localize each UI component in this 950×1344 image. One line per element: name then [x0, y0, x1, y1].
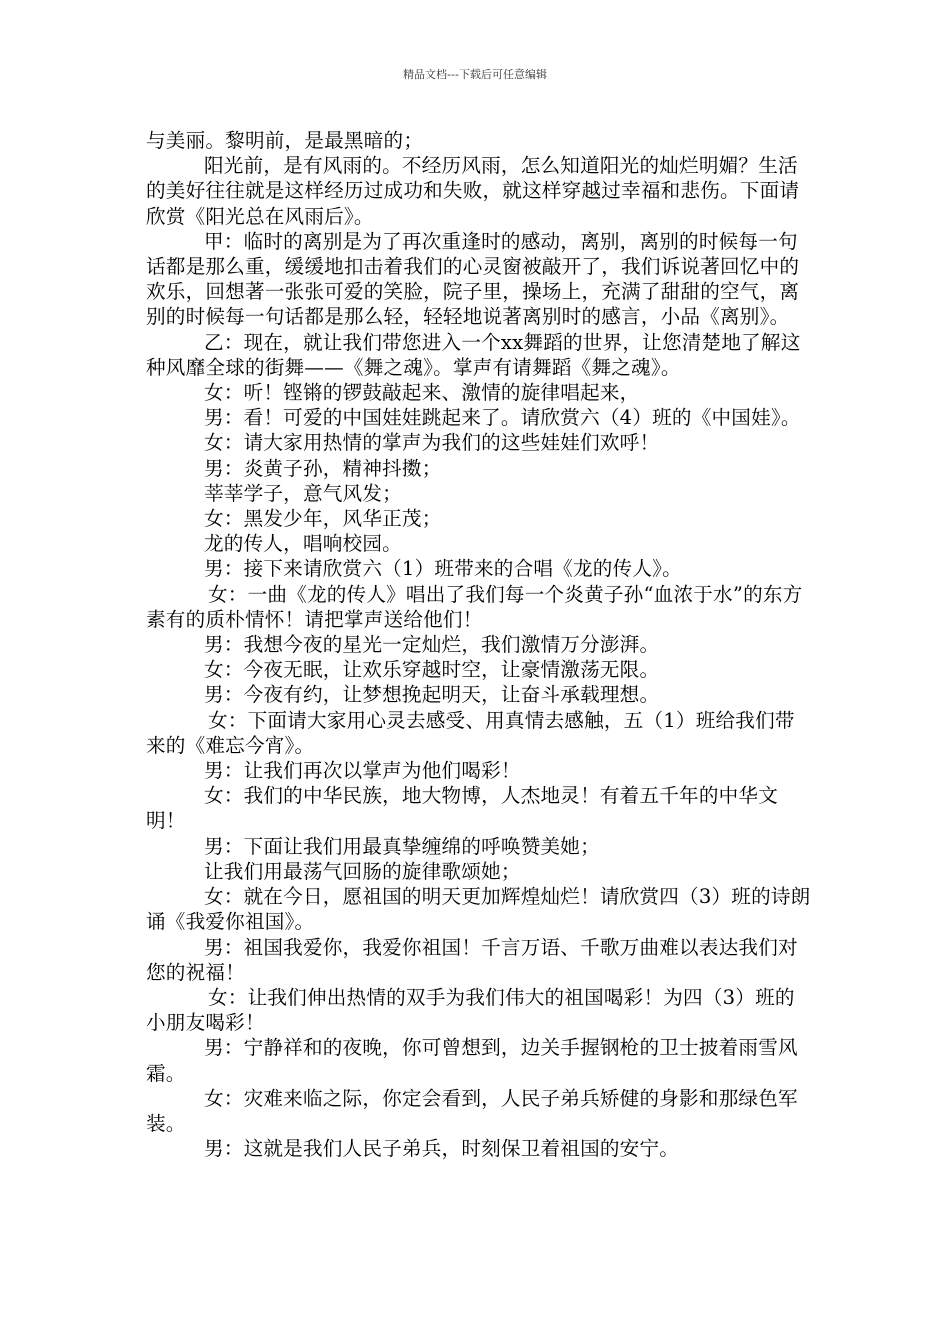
paragraph: 男：宁静祥和的夜晚，你可曾想到，边关手握钢枪的卫士披着雨雪风霜。 — [146, 1036, 798, 1085]
paragraph: 男：炎黄子孙，精神抖擞； — [204, 456, 442, 480]
paragraph: 女：请大家用热情的掌声为我们的这些娃娃们欢呼！ — [204, 431, 660, 455]
paragraph: 阳光前，是有风雨的。不经历风雨，怎么知道阳光的灿烂明媚？生活的美好往往就是这样经历过成功和失败，就这样穿越过幸福和悲伤。下面请欣赏《阳光总在风雨后》。 — [146, 154, 800, 228]
paragraph: 女：今夜无眠，让欢乐穿越时空，让豪情激荡无限。 — [204, 658, 660, 682]
paragraph: 莘莘学子，意气风发； — [204, 481, 402, 505]
paragraph: 女：灾难来临之际，你定会看到，人民子弟兵矫健的身影和那绿色军装。 — [146, 1086, 798, 1135]
paragraph: 乙：现在，就让我们带您进入一个xx舞蹈的世界，让您清楚地了解这种风靡全球的街舞——《舞之魂》。掌声有请舞蹈《舞之魂》。 — [146, 330, 801, 379]
paragraph: 龙的传人，唱响校园。 — [204, 532, 402, 556]
paragraph: 女：听！铿锵的锣鼓敲起来、激情的旋律唱起来， — [204, 381, 640, 405]
paragraph: 女：下面请大家用心灵去感受、用真情去感触，五（1）班给我们带来的《难忘今宵》。 — [146, 708, 795, 757]
paragraph: 男：看！可爱的中国娃娃跳起来了。请欣赏六（4）班的《中国娃》。 — [204, 406, 801, 430]
paragraph: 女：黑发少年，风华正茂； — [204, 507, 442, 531]
paragraph: 男：下面让我们用最真挚缠绵的呼唤赞美她； — [204, 834, 600, 858]
paragraph: 女：一曲《龙的传人》唱出了我们每一个炎黄子孙“血浓于水”的东方素有的质朴情怀！请把掌声送给他们！ — [146, 582, 803, 631]
paragraph: 男：我想今夜的星光一定灿烂，我们激情万分澎湃。 — [204, 633, 660, 657]
paragraph: 男：祖国我爱你，我爱你祖国！千言万语、千歌万曲难以表达我们对您的祝福！ — [146, 935, 798, 984]
paragraph: 女：我们的中华民族，地大物博，人杰地灵！有着五千年的中华文明！ — [146, 784, 779, 833]
page-header: 精品文档---下载后可任意编辑 — [403, 68, 547, 81]
paragraph: 男：接下来请欣赏六（1）班带来的合唱《龙的传人》。 — [204, 557, 682, 581]
paragraph: 男：今夜有约，让梦想挽起明天，让奋斗承载理想。 — [204, 683, 660, 707]
paragraph: 男：让我们再次以掌声为他们喝彩！ — [204, 759, 521, 783]
paragraph: 与美丽。黎明前，是最黑暗的； — [146, 129, 424, 152]
document-body — [146, 128, 811, 1161]
paragraph: 男：这就是我们人民子弟兵，时刻保卫着祖国的安宁。 — [204, 1137, 680, 1161]
paragraph: 让我们用最荡气回肠的旋律歌颂她； — [204, 859, 521, 883]
paragraph: 女：让我们伸出热情的双手为我们伟大的祖国喝彩！为四（3）班的小朋友喝彩！ — [146, 985, 795, 1035]
paragraph: 甲：临时的离别是为了再次重逢时的感动，离别，离别的时候每一句话都是那么重，缓缓地扣击着我们的心灵窗被敲开了，我们诉说著回忆中的欢乐，回想著一张张可爱的笑脸，院子里，操场上，充满了甜甜的空气，离别的时候每一句话都是那么轻，轻轻地说著离别时的感言，小品《离别》。 — [146, 229, 800, 329]
paragraph: 女：就在今日，愿祖国的明天更加辉煌灿烂！请欣赏四（3）班的诗朗诵《我爱你祖国》。 — [146, 885, 811, 934]
